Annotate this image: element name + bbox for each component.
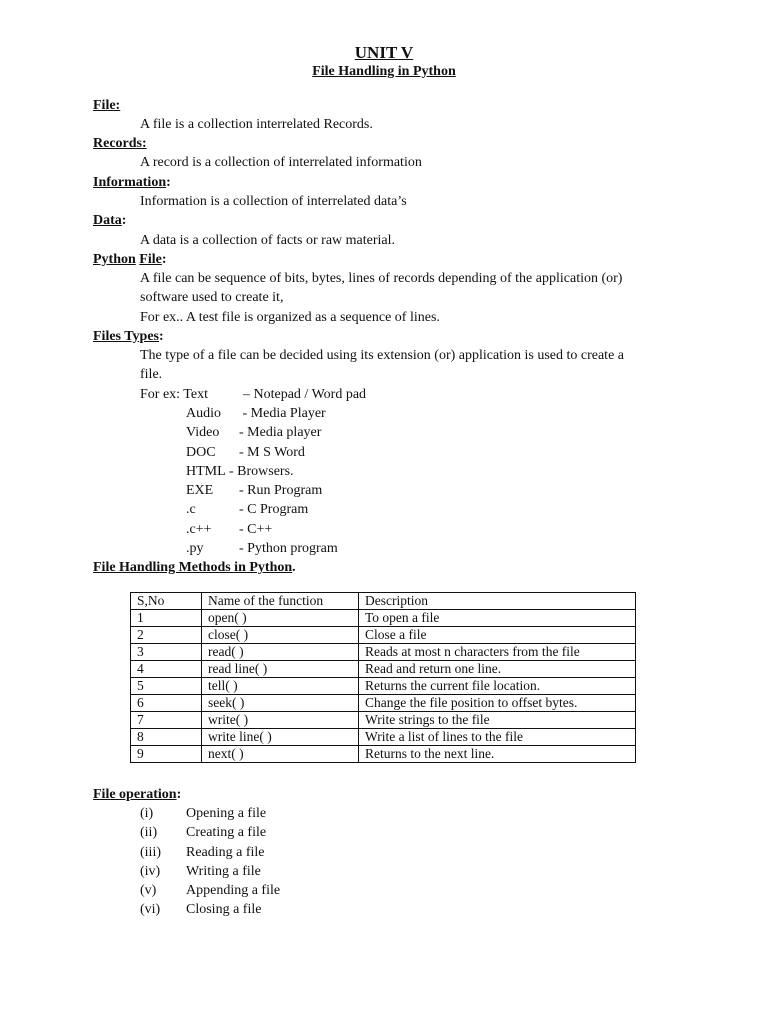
table-header-cell: S,No (131, 593, 202, 610)
operation-number: (iv) (140, 864, 161, 879)
information-heading (93, 175, 171, 191)
table-cell: 7 (131, 712, 202, 729)
table-cell: close( ) (202, 627, 359, 644)
information-colon: : (166, 175, 171, 190)
table-cell: open( ) (202, 610, 359, 627)
python-file-line-2: software used to create it, (140, 290, 284, 305)
table-row (131, 729, 636, 746)
table-cell: 8 (131, 729, 202, 746)
table-cell: Change the file position to offset bytes. (359, 695, 636, 712)
operation-text: Opening a file (186, 806, 267, 821)
python-file-colon: : (161, 252, 167, 267)
operation-item (140, 902, 261, 918)
file-types-heading (93, 329, 164, 345)
file-type-c (186, 502, 308, 518)
table-cell: 3 (131, 644, 202, 661)
file-type-text-prefix: For ex: Text (140, 387, 208, 402)
ext-label: .py (186, 541, 204, 556)
ext-desc: - Media Player (239, 406, 326, 421)
table-row (131, 661, 636, 678)
operation-text: Creating a file (186, 825, 267, 840)
ext-label: Audio (186, 406, 221, 421)
operation-number: (iii) (140, 845, 161, 860)
table-cell: 4 (131, 661, 202, 678)
operations-heading (93, 787, 181, 803)
ext-desc: - Media player (239, 425, 322, 440)
data-heading-text: Data (93, 213, 122, 228)
operation-item (140, 845, 265, 861)
ext-desc: - Run Program (239, 483, 323, 498)
table-cell: Write strings to the file (359, 712, 636, 729)
ext-desc: - Python program (239, 541, 338, 556)
operation-text: Closing a file (186, 902, 262, 917)
methods-heading-dot: . (292, 560, 296, 575)
ext-desc: - M S Word (239, 445, 305, 460)
python-file-heading-a: Python (93, 252, 136, 267)
ext-desc: - C++ (239, 522, 273, 537)
table-cell: Returns to the next line. (359, 746, 636, 763)
operation-text: Writing a file (186, 864, 261, 879)
operation-number: (ii) (140, 825, 158, 840)
table-cell: 1 (131, 610, 202, 627)
ext-label: .c (186, 502, 196, 517)
table-row (131, 712, 636, 729)
table-cell: write( ) (202, 712, 359, 729)
operation-item (140, 825, 266, 841)
file-type-text (140, 387, 366, 403)
table-header-cell: Name of the function (202, 593, 359, 610)
methods-heading-text: File Handling Methods in Python (93, 560, 293, 575)
table-row (131, 746, 636, 763)
table-cell: Read and return one line. (359, 661, 636, 678)
unit-subtitle: File Handling in Python (312, 64, 456, 79)
table-row (131, 610, 636, 627)
table-cell: Write a list of lines to the file (359, 729, 636, 746)
file-definition: A file is a collection interrelated Records. (140, 117, 373, 132)
operation-item (140, 864, 261, 880)
operation-text: Reading a file (186, 845, 265, 860)
table-cell: 5 (131, 678, 202, 695)
table-row (131, 678, 636, 695)
file-type-html (186, 464, 294, 480)
ext-desc: - Browsers. (229, 464, 294, 479)
table-cell: seek( ) (202, 695, 359, 712)
table-cell: read line( ) (202, 661, 359, 678)
table-cell: next( ) (202, 746, 359, 763)
operations-colon: : (176, 787, 182, 802)
operation-item (140, 883, 280, 899)
data-colon: : (121, 213, 127, 228)
table-cell: tell( ) (202, 678, 359, 695)
file-type-exe (186, 483, 322, 499)
table-cell: Close a file (359, 627, 636, 644)
python-file-line-1: A file can be sequence of bits, bytes, lines of records depending of the application (or) (140, 271, 623, 286)
table-cell: read( ) (202, 644, 359, 661)
table-cell: Reads at most n characters from the file (359, 644, 636, 661)
table-cell: Returns the current file location. (359, 678, 636, 695)
table-cell: To open a file (359, 610, 636, 627)
python-file-heading-b: File (139, 252, 162, 267)
methods-heading (93, 560, 296, 576)
table-cell: write line( ) (202, 729, 359, 746)
file-type-cpp (186, 522, 272, 538)
table-row (131, 695, 636, 712)
operations-heading-text: File operation (93, 787, 177, 802)
ext-label: DOC (186, 445, 216, 460)
data-definition: A data is a collection of facts or raw material. (140, 233, 396, 248)
table-cell: 9 (131, 746, 202, 763)
file-types-line-2: file. (140, 367, 163, 382)
file-type-audio (186, 406, 326, 422)
file-types-colon: : (159, 329, 164, 344)
table-cell: 6 (131, 695, 202, 712)
file-heading: File: (93, 98, 121, 113)
unit-title: UNIT V (354, 43, 414, 62)
ext-label: HTML (186, 464, 226, 479)
information-heading-text: Information (93, 175, 167, 190)
operation-item (140, 806, 266, 822)
python-file-line-3: For ex.. A test file is organized as a sequence of lines. (140, 310, 440, 325)
python-file-heading (93, 252, 167, 268)
file-types-line-1: The type of a file can be decided using its extension (or) application is used to create a (140, 348, 624, 363)
operation-text: Appending a file (186, 883, 281, 898)
file-type-video (186, 425, 321, 441)
data-heading (93, 213, 126, 229)
table-header-cell: Description (359, 593, 636, 610)
records-heading: Records: (93, 136, 147, 151)
table-row (131, 627, 636, 644)
ext-label: Video (186, 425, 220, 440)
methods-table (130, 592, 636, 763)
ext-label: .c++ (186, 522, 212, 537)
file-types-heading-text: Files Types (93, 329, 159, 344)
file-type-text-desc: – Notepad / Word pad (243, 387, 367, 402)
operation-number: (i) (140, 806, 154, 821)
operation-number: (vi) (140, 902, 161, 917)
records-definition: A record is a collection of interrelated information (140, 155, 422, 170)
operation-number: (v) (140, 883, 157, 898)
ext-label: EXE (186, 483, 214, 498)
table-header-row (131, 593, 636, 610)
information-definition: Information is a collection of interrelated data’s (140, 194, 407, 209)
file-type-py (186, 541, 338, 557)
file-type-doc (186, 445, 305, 461)
ext-desc: - C Program (239, 502, 309, 517)
table-cell: 2 (131, 627, 202, 644)
table-row (131, 644, 636, 661)
